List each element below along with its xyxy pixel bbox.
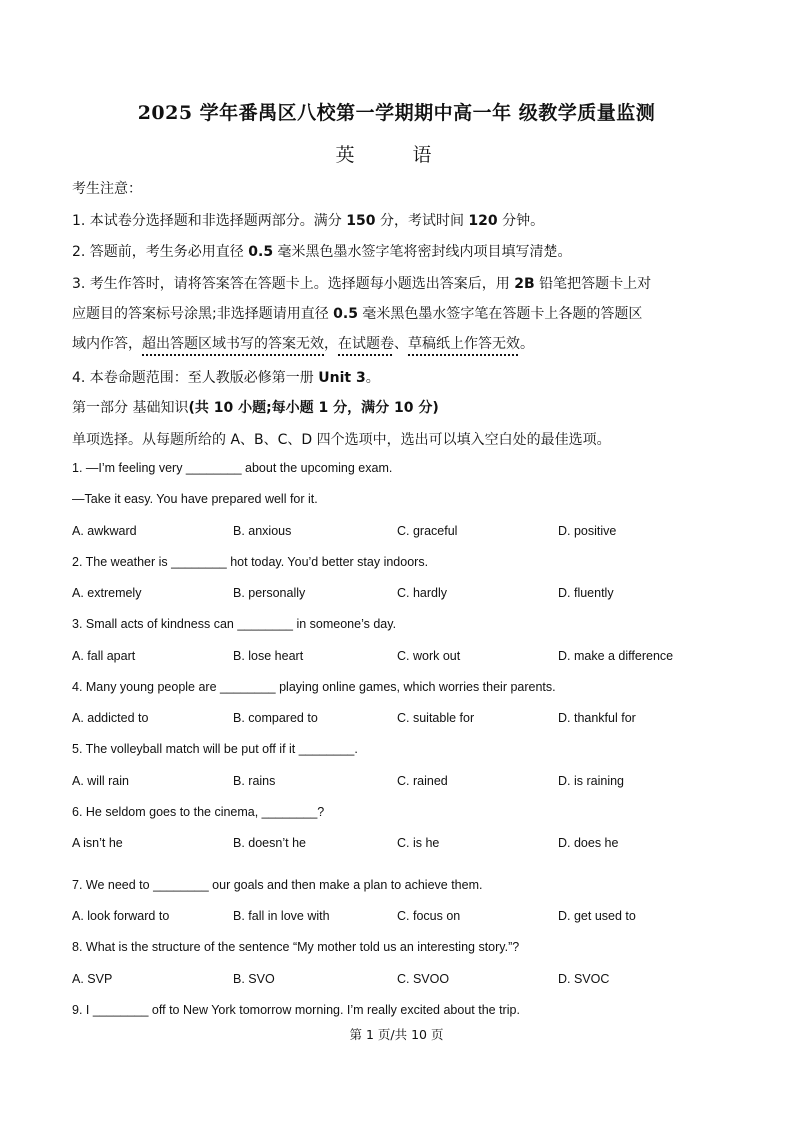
notice-item-2-prefix: 2. 答题前，考生务必用直径 — [72, 244, 249, 260]
exam-title: 2025 学年番禺区八校第一学期期中高一年 级教学质量监测 — [137, 102, 656, 124]
option-a: A. extremely — [72, 586, 142, 600]
question-4-stem: 4. Many young people are ________ playing online games, which worries their parents. — [72, 680, 556, 694]
option-d: D. is raining — [558, 774, 624, 788]
option-c: C. is he — [397, 836, 440, 850]
notice-item-3-line-3-a: 域内作答， — [72, 336, 142, 352]
part-1-instruction: 单项选择。从每题所给的 A、B、C、D 四个选项中，选出可以填入空白处的最佳选项。 — [72, 432, 611, 448]
question-8-options — [72, 972, 732, 990]
question-3-stem: 3. Small acts of kindness can ________ in someone’s day. — [72, 617, 397, 631]
notice-item-3-line-3-c: ， — [324, 336, 338, 352]
notice-item-4-prefix: 4. 本卷命题范围：至人教版必修第一册 — [72, 370, 319, 386]
notice-item-4-suffix: 。 — [365, 370, 380, 386]
option-b: B. fall in love with — [233, 909, 330, 923]
option-c: C. work out — [397, 649, 461, 663]
notice-item-1-prefix: 1. 本试卷分选择题和非选择题两部分。满分 — [72, 213, 347, 229]
notice-item-3-bold: 2B — [514, 276, 535, 292]
option-a: A isn’t he — [72, 836, 123, 850]
question-8-stem: 8. What is the structure of the sentence “My mother told us an interesting story.”? — [72, 940, 520, 954]
option-d: D. SVOC — [558, 972, 610, 986]
notice-item-2 — [72, 241, 732, 261]
notice-item-2-suffix: 毫米黑色墨水签字笔将密封线内项目填写清楚。 — [273, 244, 572, 260]
option-d: D. fluently — [558, 586, 614, 600]
notice-item-3-line-2 — [72, 303, 732, 323]
notice-item-3-line-1 — [72, 273, 732, 293]
question-1-options — [72, 524, 732, 542]
option-d: D. get used to — [558, 909, 636, 923]
option-b: B. SVO — [233, 972, 275, 986]
question-3-options — [72, 649, 732, 667]
emphasis-exam-paper: 在试题卷 — [338, 336, 394, 352]
question-2-stem: 2. The weather is ________ hot today. You’d better stay indoors. — [72, 555, 429, 569]
part-1-heading-score: (共 10 小题;每小题 1 分，满分 10 分) — [188, 400, 439, 416]
option-c: C. graceful — [397, 524, 458, 538]
option-c: C. suitable for — [397, 711, 475, 725]
notice-item-1-suffix: 分钟。 — [497, 213, 545, 229]
option-a: A. fall apart — [72, 649, 136, 663]
option-b: B. personally — [233, 586, 306, 600]
option-b: B. anxious — [233, 524, 292, 538]
notice-item-3-line-3-e: 、 — [394, 336, 408, 352]
option-b: B. compared to — [233, 711, 318, 725]
option-d: D. does he — [558, 836, 619, 850]
option-c: C. rained — [397, 774, 448, 788]
question-7-stem: 7. We need to ________ our goals and then make a plan to achieve them. — [72, 878, 483, 892]
option-b: B. rains — [233, 774, 276, 788]
page-number: 第 1 页/共 10 页 — [349, 1027, 444, 1042]
option-a: A. awkward — [72, 524, 137, 538]
subject-title: 英 语 — [335, 144, 458, 166]
option-c: C. focus on — [397, 909, 461, 923]
question-2-options — [72, 586, 732, 604]
option-a: A. addicted to — [72, 711, 149, 725]
part-1-heading-label: 第一部分 基础知识 — [72, 400, 189, 416]
option-d: D. positive — [558, 524, 617, 538]
question-6-options — [72, 836, 732, 854]
option-c: C. hardly — [397, 586, 448, 600]
notice-item-3-line-2-prefix: 应题目的答案标号涂黑;非选择题请用直径 — [72, 306, 334, 322]
notice-item-1-score: 150 — [346, 213, 376, 229]
notice-item-2-bold: 0.5 — [248, 244, 274, 260]
option-b: B. doesn’t he — [233, 836, 306, 850]
question-5-stem: 5. The volleyball match will be put off if it ________. — [72, 742, 358, 756]
notice-heading: 考生注意： — [72, 181, 142, 197]
part-1-heading — [72, 397, 732, 417]
question-7-options — [72, 909, 732, 927]
option-b: B. lose heart — [233, 649, 304, 663]
option-a: A. look forward to — [72, 909, 170, 923]
notice-item-1-time: 120 — [468, 213, 498, 229]
option-d: D. make a difference — [558, 649, 674, 663]
notice-item-3-prefix: 3. 考生作答时，请将答案答在答题卡上。选择题每小题选出答案后，用 — [72, 276, 515, 292]
emphasis-invalid-answer: 超出答题区域书写的答案无效 — [142, 336, 324, 352]
option-c: C. SVOO — [397, 972, 450, 986]
question-1-stem-response: —Take it easy. You have prepared well for it. — [72, 492, 318, 506]
question-4-options — [72, 711, 732, 729]
question-5-options — [72, 774, 732, 792]
emphasis-draft-paper: 草稿纸上作答无效 — [408, 336, 520, 352]
notice-item-4-bold: Unit 3 — [318, 370, 366, 386]
question-9-stem: 9. I ________ off to New York tomorrow morning. I’m really excited about the trip. — [72, 1003, 520, 1017]
option-a: A. SVP — [72, 972, 113, 986]
notice-item-3-line-2-bold: 0.5 — [333, 306, 358, 322]
notice-item-1 — [72, 210, 732, 230]
question-1-stem: 1. —I’m feeling very ________ about the upcoming exam. — [72, 461, 393, 475]
question-6-stem: 6. He seldom goes to the cinema, ________? — [72, 805, 325, 819]
option-a: A. will rain — [72, 774, 129, 788]
notice-item-1-mid: 分，考试时间 — [375, 213, 469, 229]
notice-item-3-line-3-g: 。 — [520, 336, 534, 352]
option-d: D. thankful for — [558, 711, 636, 725]
notice-item-3-line-3 — [72, 333, 732, 353]
notice-item-3-line-2-suffix: 毫米黑色墨水签字笔在答题卡上各题的答题区 — [357, 306, 643, 322]
notice-item-4 — [72, 367, 732, 387]
notice-item-3-suffix: 铅笔把答题卡上对 — [534, 276, 652, 292]
